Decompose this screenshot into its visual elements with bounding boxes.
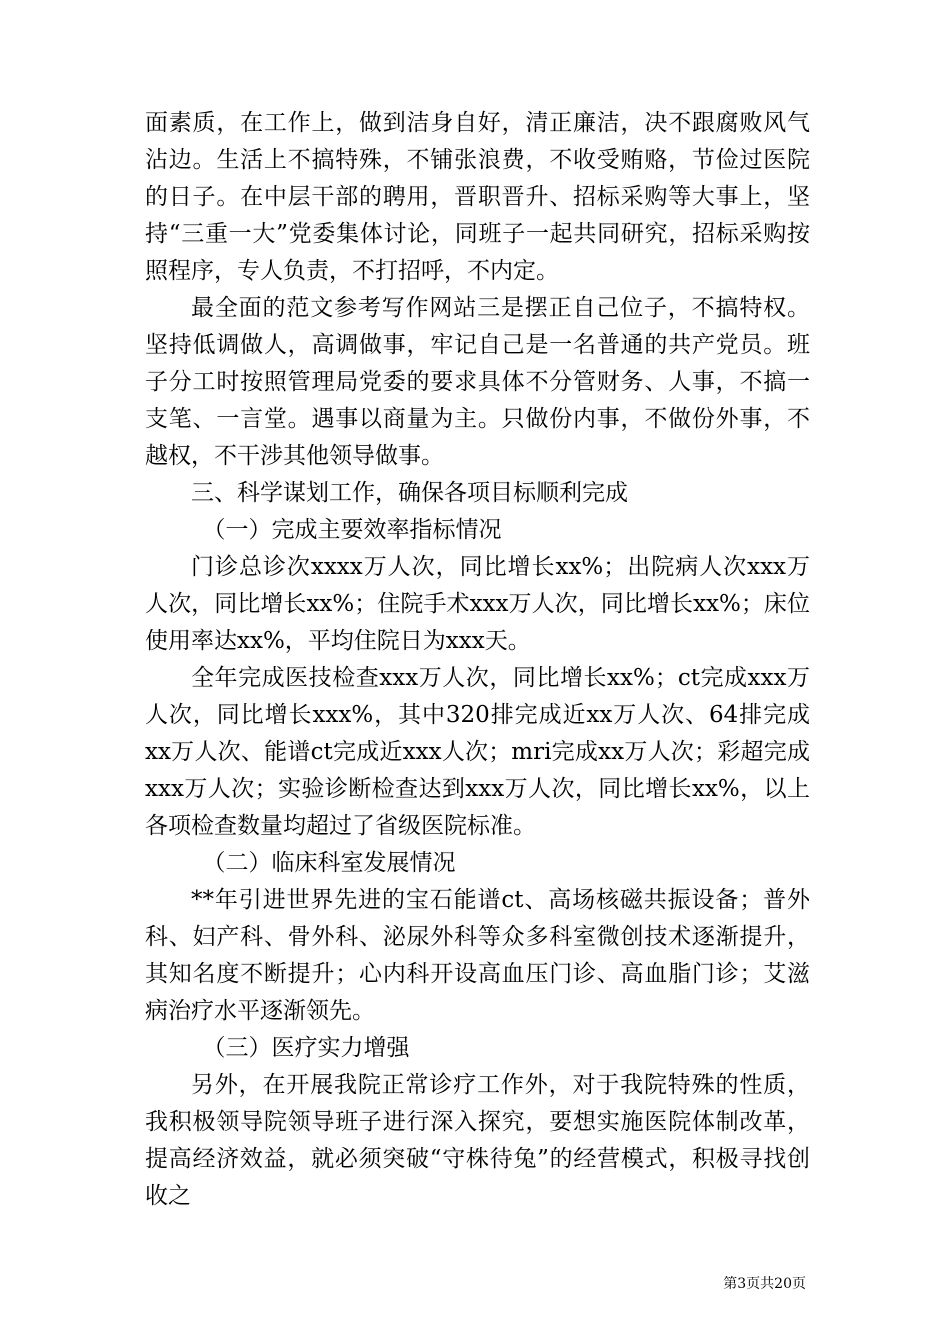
- paragraph-clinical-development: **年引进世界先进的宝石能谱ct、高场核磁共振设备；普外科、妇产科、骨外科、泌尿外科等众多科室微创技术逐渐提升，其知名度不断提升；心内科开设高血压门诊、高血脂门诊；艾滋病治疗水平逐渐领先。: [145, 887, 810, 1024]
- paragraph-exam-stats: 全年完成医技检查xxx万人次，同比增长xx%；ct完成xxx万人次，同比增长xxx%，其中320排完成近xx万人次、64排完成xx万人次、能谱ct完成近xxx人次；mri完成xx万人次；彩超完成xxx万人次；实验诊断检查达到xxx万人次，同比增长xx%，以上各项检查数量均超过了省级医院标准。: [145, 665, 810, 839]
- paragraph-outpatient-stats: 门诊总诊次xxxx万人次，同比增长xx%；出院病人次xxx万人次，同比增长xx%；住院手术xxx万人次，同比增长xx%；床位使用率达xx%，平均住院日为xxx天。: [145, 554, 810, 654]
- subsection-heading-2: （二）临床科室发展情况: [202, 850, 456, 876]
- paragraph-integrity: 面素质，在工作上，做到洁身自好，清正廉洁，决不跟腐败风气沾边。生活上不搞特殊，不铺张浪费，不收受贿赂，节俭过医院的日子。在中层干部的聘用，晋职晋升、招标采购等大事上，坚持“三重一大”党委集体讨论，同班子一起共同研究，招标采购按照程序，专人负责，不打招呼，不内定。: [145, 110, 810, 284]
- section-heading-3: 三、科学谋划工作，确保各项目标顺利完成: [191, 480, 628, 506]
- subsection-heading-3: （三）医疗实力增强: [202, 1035, 410, 1061]
- document-body: [145, 105, 810, 1215]
- page-number: 第3页共20页: [723, 1276, 806, 1292]
- paragraph-position: 最全面的范文参考写作网站三是摆正自己位子，不搞特权。坚持低调做人，高调做事，牢记自己是一名普通的共产党员。班子分工时按照管理局党委的要求具体不分管财务、人事，不搞一支笔、一言堂。遇事以商量为主。只做份内事，不做份外事，不越权，不干涉其他领导做事。: [145, 295, 810, 469]
- paragraph-reform: 另外，在开展我院正常诊疗工作外，对于我院特殊的性质，我积极领导院领导班子进行深入探究，要想实施医院体制改革，提高经济效益，就必须突破“守株待兔”的经营模式，积极寻找创收之: [145, 1072, 810, 1209]
- subsection-heading-1: （一）完成主要效率指标情况: [202, 517, 502, 543]
